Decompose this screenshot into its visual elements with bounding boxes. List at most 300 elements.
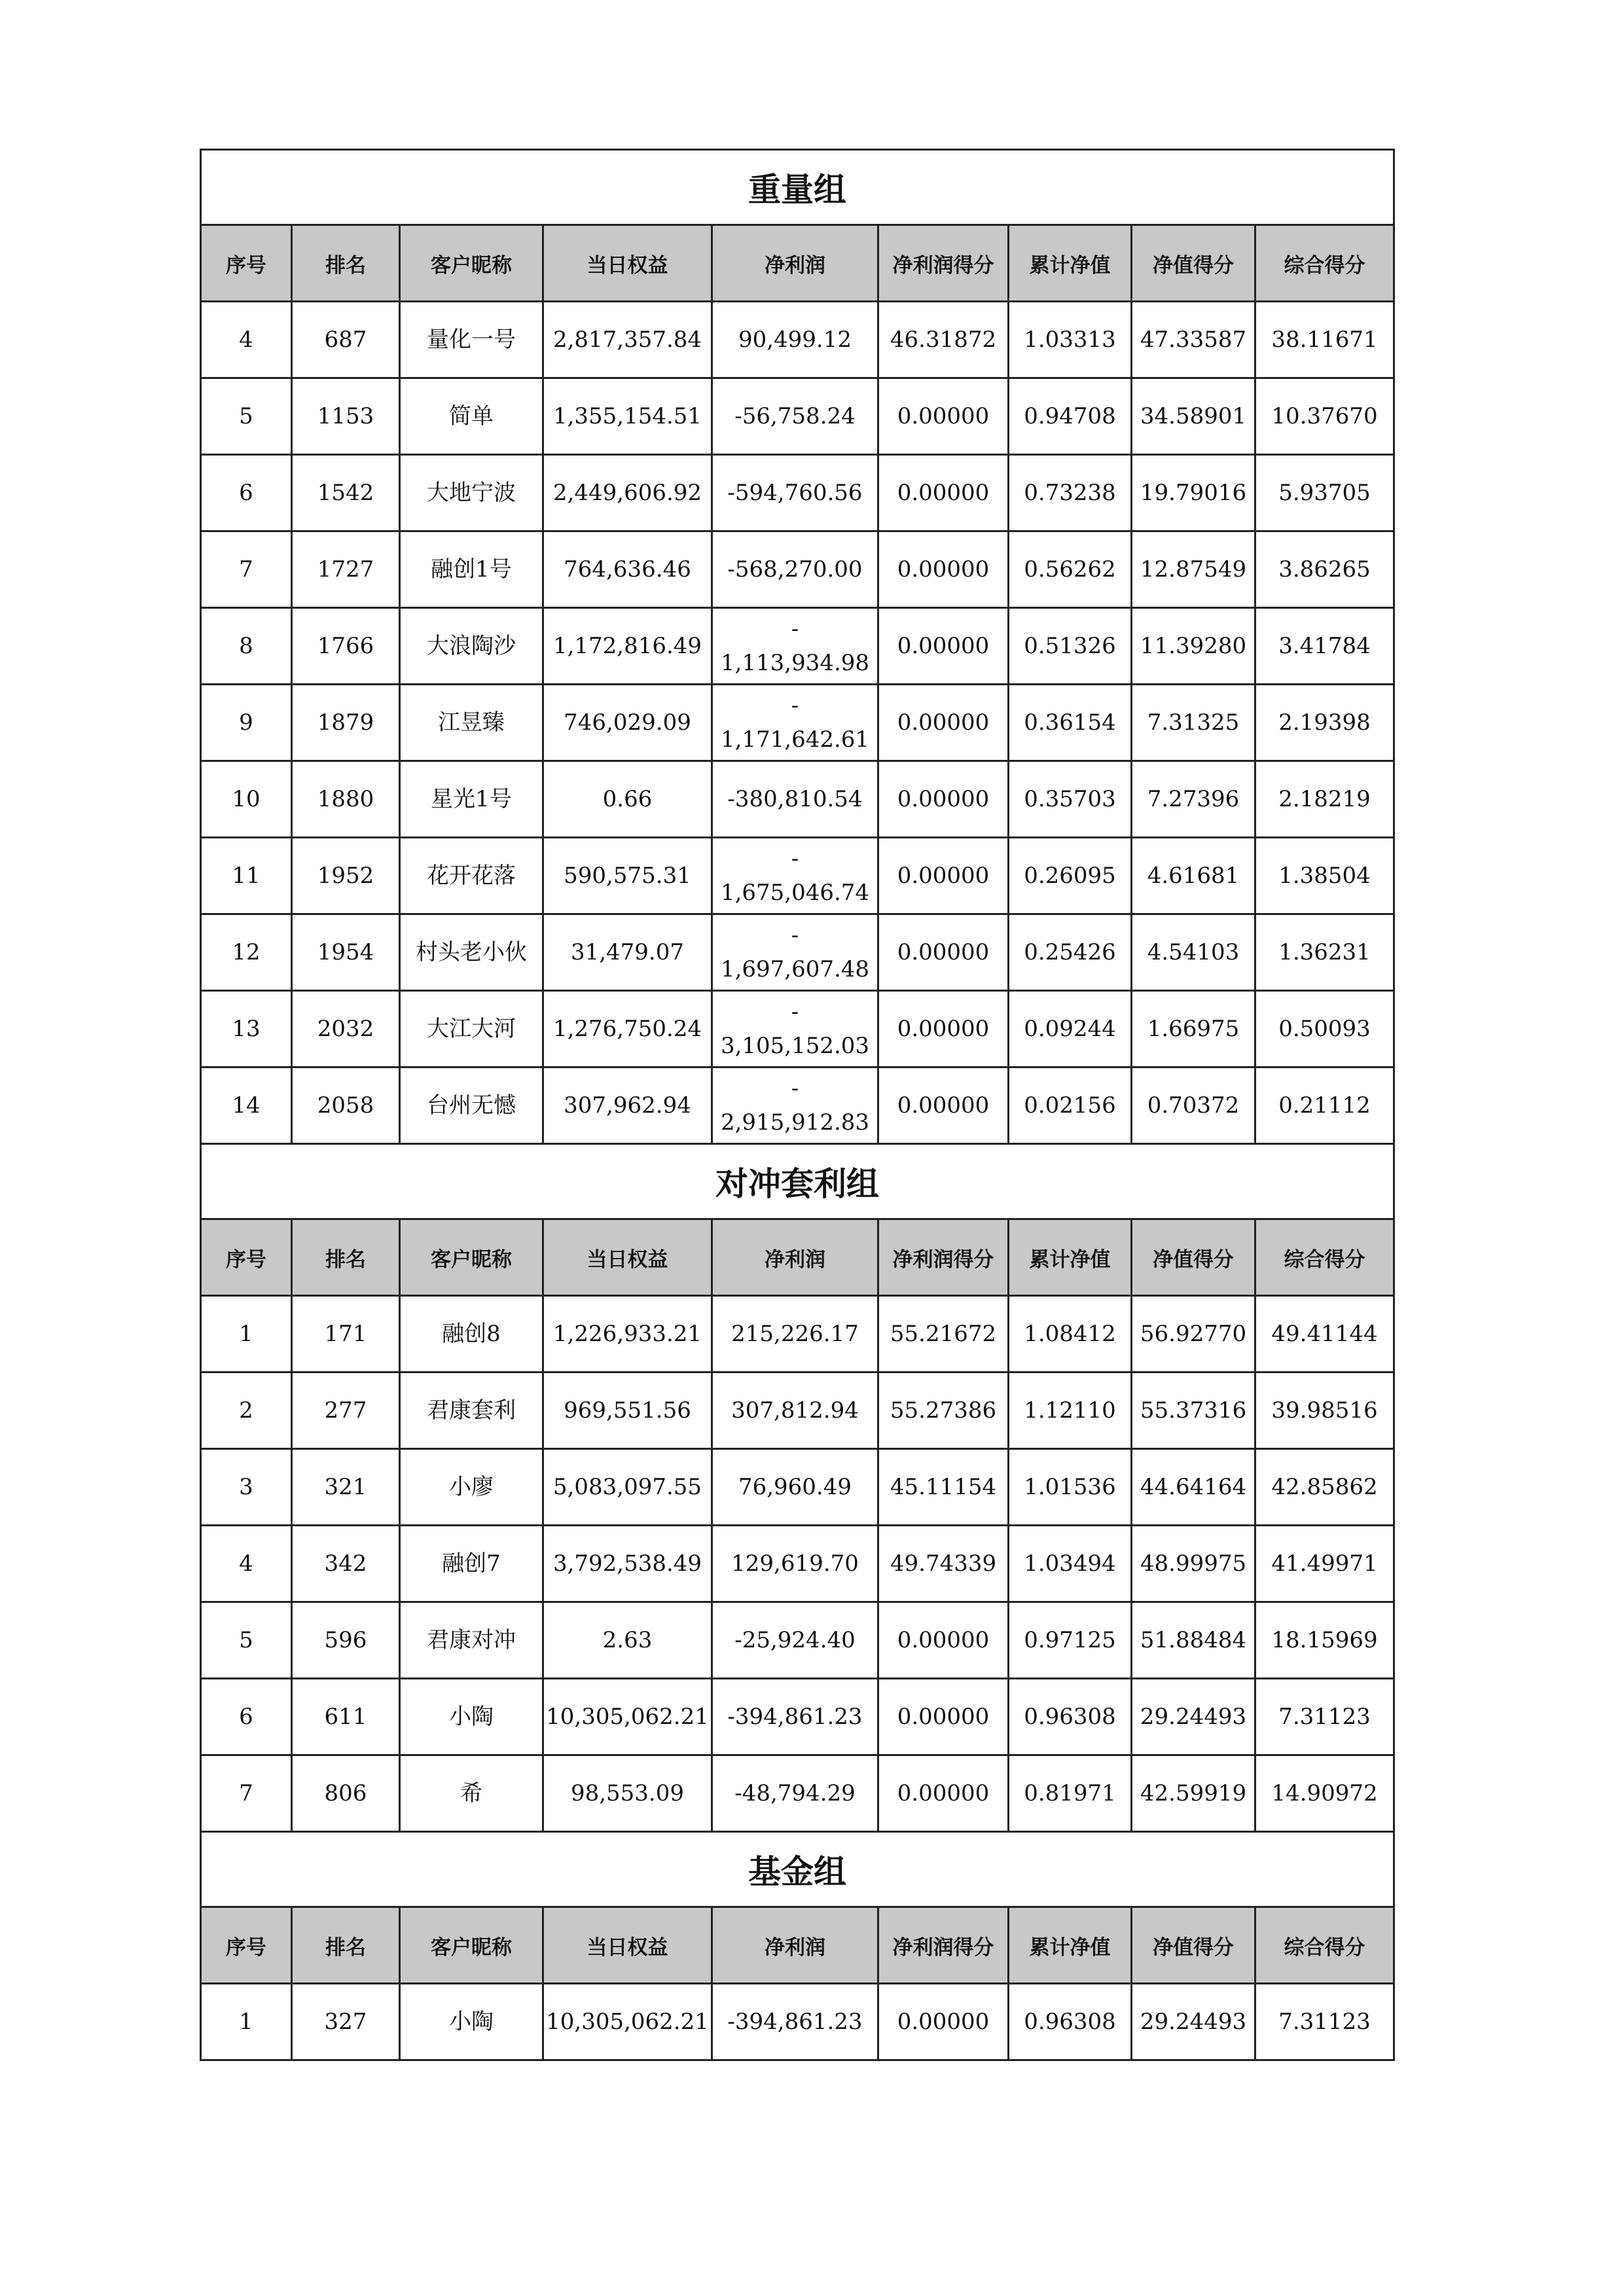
cell-text: 0.00000 [897,1704,990,1730]
column-header-nickname: 客户昵称 [400,225,543,302]
cell-text: 0.96308 [1024,2009,1116,2035]
cell-net-profit [712,991,878,1067]
cell-cum-nav [1009,1602,1132,1679]
table-row [201,685,1394,761]
cell-seq [201,1679,292,1755]
cell-text: 171 [324,1321,367,1347]
cell-profit-score [878,302,1009,378]
table-row [201,1449,1394,1526]
cell-text: 0.97125 [1024,1627,1116,1653]
cell-text: 0.70372 [1147,1092,1240,1119]
cell-profit-score [878,1602,1009,1679]
cell-rank [292,1449,400,1526]
cell-total-score [1255,838,1394,914]
column-header-equity: 当日权益 [543,1219,712,1296]
column-header-equity: 当日权益 [543,1907,712,1984]
cell-profit-score [878,1449,1009,1526]
cell-nickname [400,1602,543,1679]
cell-text: 2,817,357.84 [552,327,702,353]
cell-text: - 3,105,152.03 [720,999,870,1059]
cell-profit-score [878,838,1009,914]
cell-text: 村头老小伙 [416,939,527,965]
column-header-seq: 序号 [201,1219,292,1296]
cell-text: 7.31123 [1278,1704,1371,1730]
cell-text: 49.41144 [1271,1321,1378,1347]
cell-cum-nav [1009,531,1132,608]
cell-text: -394,861.23 [727,2009,863,2035]
cell-text: 327 [324,2009,367,2035]
cell-net-profit [712,1679,878,1755]
column-header-cum-nav: 累计净值 [1009,1219,1132,1296]
cell-equity [543,761,712,838]
cell-equity [543,1296,712,1372]
cell-rank [292,838,400,914]
cell-nav-score [1132,1526,1255,1602]
group-title-row [201,1832,1394,1907]
cell-text: 1,276,750.24 [552,1016,702,1042]
table-row [201,1755,1394,1832]
cell-cum-nav [1009,1372,1132,1449]
cell-text: 6 [239,480,253,506]
cell-text: 14 [232,1092,261,1119]
cell-text: 11 [232,863,261,889]
cell-text: 47.33587 [1140,327,1247,353]
cell-rank [292,685,400,761]
cell-text: 君康对冲 [427,1627,516,1653]
cell-nav-score [1132,1449,1255,1526]
table-row [201,531,1394,608]
cell-text: 44.64164 [1140,1474,1247,1500]
cell-rank [292,455,400,531]
cell-text: - 1,675,046.74 [720,846,870,906]
cell-text: 596 [324,1627,367,1653]
cell-text: 7.31325 [1147,709,1240,736]
cell-nav-score [1132,1755,1255,1832]
column-header-rank: 排名 [292,1907,400,1984]
cell-cum-nav [1009,1526,1132,1602]
cell-text: 0.00000 [897,1092,990,1119]
column-header-cum-nav: 累计净值 [1009,225,1132,302]
cell-total-score [1255,1296,1394,1372]
cell-text: 0.51326 [1024,633,1116,659]
cell-seq [201,761,292,838]
cell-equity [543,1755,712,1832]
group-title: 基金组 [201,1832,1394,1907]
table-row [201,302,1394,378]
cell-profit-score [878,608,1009,685]
cell-nav-score [1132,378,1255,455]
cell-text: 0.66 [602,786,653,812]
cell-total-score [1255,761,1394,838]
cell-text: 39.98516 [1271,1397,1378,1424]
cell-text: 0.56262 [1024,556,1116,583]
column-header-profit-score: 净利润得分 [878,1219,1009,1296]
cell-text: 2,449,606.92 [552,480,702,506]
cell-total-score [1255,1526,1394,1602]
cell-cum-nav [1009,455,1132,531]
cell-total-score [1255,1372,1394,1449]
cell-text: 5 [239,403,253,429]
cell-profit-score [878,1067,1009,1144]
group-title: 重量组 [201,150,1394,225]
cell-nickname [400,1296,543,1372]
cell-net-profit [712,1296,878,1372]
cell-text: 0.00000 [897,403,990,429]
cell-net-profit [712,1755,878,1832]
cell-text: 307,962.94 [564,1092,691,1119]
cell-text: 2032 [317,1016,374,1042]
column-header-equity: 当日权益 [543,225,712,302]
cell-nav-score [1132,455,1255,531]
table-row [201,1296,1394,1372]
cell-seq [201,531,292,608]
cell-text: 小陶 [449,1704,494,1730]
cell-text: 0.36154 [1024,709,1116,736]
cell-text: 1 [239,1321,253,1347]
cell-rank [292,1526,400,1602]
cell-equity [543,838,712,914]
cell-nickname [400,1679,543,1755]
cell-net-profit [712,531,878,608]
cell-text: 3.86265 [1278,556,1371,583]
cell-seq [201,1449,292,1526]
cell-nav-score [1132,914,1255,991]
cell-text: 1766 [317,633,374,659]
cell-profit-score [878,1679,1009,1755]
cell-text: 1.36231 [1278,939,1371,965]
cell-cum-nav [1009,914,1132,991]
cell-nickname [400,1755,543,1832]
cell-seq [201,1526,292,1602]
cell-text: 0.00000 [897,1627,990,1653]
cell-nav-score [1132,608,1255,685]
cell-text: 大地宁波 [427,480,516,506]
cell-text: 38.11671 [1271,327,1378,353]
cell-net-profit [712,1067,878,1144]
cell-nickname [400,531,543,608]
cell-rank [292,1679,400,1755]
cell-text: 3 [239,1474,253,1500]
cell-text: 19.79016 [1140,480,1247,506]
cell-total-score [1255,1679,1394,1755]
cell-net-profit [712,761,878,838]
cell-cum-nav [1009,378,1132,455]
cell-text: - 1,113,934.98 [720,616,870,676]
table-row [201,1526,1394,1602]
cell-text: 5 [239,1627,253,1653]
column-header-rank: 排名 [292,1219,400,1296]
cell-text: 大浪陶沙 [427,633,516,659]
cell-profit-score [878,914,1009,991]
cell-seq [201,378,292,455]
cell-rank [292,1372,400,1449]
cell-seq [201,1296,292,1372]
cell-seq [201,608,292,685]
cell-equity [543,1372,712,1449]
cell-seq [201,838,292,914]
cell-seq [201,914,292,991]
cell-nickname [400,991,543,1067]
cell-text: 42.85862 [1271,1474,1378,1500]
cell-text: -394,861.23 [727,1704,863,1730]
table-row [201,1067,1394,1144]
cell-total-score [1255,378,1394,455]
cell-text: - 2,915,912.83 [720,1075,870,1136]
cell-total-score [1255,302,1394,378]
column-header-profit-score: 净利润得分 [878,1907,1009,1984]
cell-text: 3.41784 [1278,633,1371,659]
column-header-nav-score: 净值得分 [1132,225,1255,302]
cell-text: 1.03494 [1024,1551,1116,1577]
cell-rank [292,1755,400,1832]
cell-nickname [400,608,543,685]
cell-nav-score [1132,838,1255,914]
cell-profit-score [878,685,1009,761]
cell-total-score [1255,1449,1394,1526]
cell-text: 0.94708 [1024,403,1116,429]
cell-text: 简单 [449,403,494,429]
cell-equity [543,378,712,455]
cell-text: 687 [324,327,367,353]
group-title-row [201,1144,1394,1219]
cell-text: 4 [239,1551,253,1577]
column-header-seq: 序号 [201,225,292,302]
cell-rank [292,531,400,608]
cell-text: 2.18219 [1278,786,1371,812]
cell-text: 18.15969 [1271,1627,1378,1653]
column-header-row [201,1907,1394,1984]
cell-text: 55.21672 [890,1321,997,1347]
cell-text: 49.74339 [890,1551,997,1577]
cell-rank [292,1602,400,1679]
cell-text: 90,499.12 [738,327,852,353]
cell-nav-score [1132,1679,1255,1755]
cell-nav-score [1132,991,1255,1067]
column-header-rank: 排名 [292,225,400,302]
cell-text: 1.01536 [1024,1474,1116,1500]
cell-text: 45.11154 [890,1474,997,1500]
cell-text: 98,553.09 [570,1780,685,1806]
column-header-nav-score: 净值得分 [1132,1219,1255,1296]
cell-text: 7.27396 [1147,786,1240,812]
cell-net-profit [712,1526,878,1602]
column-header-net-profit: 净利润 [712,225,878,302]
cell-text: 10,305,062.21 [546,2009,709,2035]
cell-text: 1.66975 [1147,1016,1240,1042]
cell-text: 0.26095 [1024,863,1116,889]
cell-text: 14.90972 [1271,1780,1378,1806]
column-header-seq: 序号 [201,1907,292,1984]
cell-nickname [400,302,543,378]
cell-text: -380,810.54 [727,786,863,812]
cell-rank [292,1067,400,1144]
cell-nav-score [1132,1067,1255,1144]
cell-text: 1880 [317,786,374,812]
column-header-net-profit: 净利润 [712,1219,878,1296]
column-header-net-profit: 净利润 [712,1907,878,1984]
cell-text: 590,575.31 [564,863,691,889]
cell-seq [201,1602,292,1679]
cell-cum-nav [1009,838,1132,914]
table-row [201,1679,1394,1755]
cell-equity [543,1602,712,1679]
cell-cum-nav [1009,1984,1132,2060]
cell-seq [201,302,292,378]
cell-text: 君康套利 [427,1397,516,1424]
column-header-total-score: 综合得分 [1255,1219,1394,1296]
cell-profit-score [878,991,1009,1067]
cell-net-profit [712,455,878,531]
cell-text: 1,355,154.51 [552,403,702,429]
cell-total-score [1255,991,1394,1067]
cell-text: 746,029.09 [564,709,691,736]
cell-text: 8 [239,633,253,659]
cell-seq [201,1067,292,1144]
cell-total-score [1255,531,1394,608]
cell-text: 0.09244 [1024,1016,1116,1042]
cell-seq [201,455,292,531]
cell-text: 277 [324,1397,367,1424]
cell-nav-score [1132,1602,1255,1679]
cell-nickname [400,455,543,531]
cell-text: 1.38504 [1278,863,1371,889]
cell-text: 融创8 [442,1321,501,1347]
cell-text: 7.31123 [1278,2009,1371,2035]
cell-text: 806 [324,1780,367,1806]
column-header-profit-score: 净利润得分 [878,225,1009,302]
column-header-nickname: 客户昵称 [400,1907,543,1984]
cell-cum-nav [1009,1755,1132,1832]
cell-text: 969,551.56 [564,1397,691,1424]
cell-text: 2.63 [602,1627,653,1653]
cell-total-score [1255,455,1394,531]
cell-text: 29.24493 [1140,1704,1247,1730]
cell-total-score [1255,1602,1394,1679]
cell-text: 1954 [317,939,374,965]
cell-equity [543,991,712,1067]
cell-text: 13 [232,1016,261,1042]
cell-text: 小陶 [449,2009,494,2035]
cell-text: 1,172,816.49 [552,633,702,659]
cell-text: 76,960.49 [738,1474,852,1500]
cell-equity [543,455,712,531]
cell-nav-score [1132,1984,1255,2060]
cell-seq [201,1755,292,1832]
cell-cum-nav [1009,1296,1132,1372]
cell-text: 0.00000 [897,556,990,583]
cell-net-profit [712,608,878,685]
cell-text: 42.59919 [1140,1780,1247,1806]
cell-profit-score [878,378,1009,455]
cell-equity [543,1679,712,1755]
cell-text: 7 [239,556,253,583]
cell-rank [292,378,400,455]
cell-text: 215,226.17 [731,1321,859,1347]
cell-equity [543,1067,712,1144]
cell-text: 4.54103 [1147,939,1240,965]
cell-text: 1542 [317,480,374,506]
cell-text: 小廖 [449,1474,494,1500]
cell-text: -48,794.29 [734,1780,856,1806]
cell-equity [543,685,712,761]
column-header-nav-score: 净值得分 [1132,1907,1255,1984]
cell-cum-nav [1009,1067,1132,1144]
cell-net-profit [712,914,878,991]
cell-equity [543,914,712,991]
column-header-total-score: 综合得分 [1255,1907,1394,1984]
cell-text: 1952 [317,863,374,889]
cell-cum-nav [1009,1449,1132,1526]
cell-text: 7 [239,1780,253,1806]
cell-rank [292,608,400,685]
cell-nickname [400,1449,543,1526]
cell-nickname [400,1984,543,2060]
column-header-total-score: 综合得分 [1255,225,1394,302]
cell-equity [543,531,712,608]
table-row [201,455,1394,531]
cell-seq [201,991,292,1067]
cell-net-profit [712,302,878,378]
cell-text: 0.21112 [1278,1092,1371,1119]
cell-net-profit [712,1984,878,2060]
cell-text: -568,270.00 [727,556,863,583]
table-row [201,1984,1394,2060]
cell-net-profit [712,1602,878,1679]
cell-text: 0.00000 [897,1016,990,1042]
cell-text: 0.00000 [897,786,990,812]
cell-text: 5.93705 [1278,480,1371,506]
cell-rank [292,302,400,378]
cell-text: 764,636.46 [564,556,691,583]
cell-nav-score [1132,1372,1255,1449]
cell-text: 55.37316 [1140,1397,1247,1424]
cell-nav-score [1132,685,1255,761]
cell-net-profit [712,838,878,914]
cell-total-score [1255,914,1394,991]
cell-profit-score [878,1372,1009,1449]
cell-net-profit [712,1372,878,1449]
cell-nickname [400,685,543,761]
table-row [201,608,1394,685]
cell-nickname [400,761,543,838]
cell-text: 2058 [317,1092,374,1119]
cell-text: 2.19398 [1278,709,1371,736]
cell-text: -594,760.56 [727,480,863,506]
cell-rank [292,1984,400,2060]
cell-text: 江昱臻 [438,709,505,736]
cell-total-score [1255,1755,1394,1832]
cell-rank [292,761,400,838]
cell-text: 29.24493 [1140,2009,1247,2035]
cell-text: 1727 [317,556,374,583]
cell-nav-score [1132,761,1255,838]
cell-text: 3,792,538.49 [552,1551,702,1577]
cell-seq [201,685,292,761]
cell-nav-score [1132,531,1255,608]
column-header-row [201,1219,1394,1296]
table-row [201,991,1394,1067]
cell-text: 307,812.94 [731,1397,859,1424]
cell-text: 希 [460,1780,482,1806]
cell-text: 5,083,097.55 [552,1474,702,1500]
cell-text: 342 [324,1551,367,1577]
cell-net-profit [712,378,878,455]
cell-rank [292,914,400,991]
cell-text: 0.96308 [1024,1704,1116,1730]
cell-text: 1.12110 [1024,1397,1116,1424]
cell-text: - 1,171,642.61 [720,692,870,753]
cell-text: 31,479.07 [570,939,685,965]
